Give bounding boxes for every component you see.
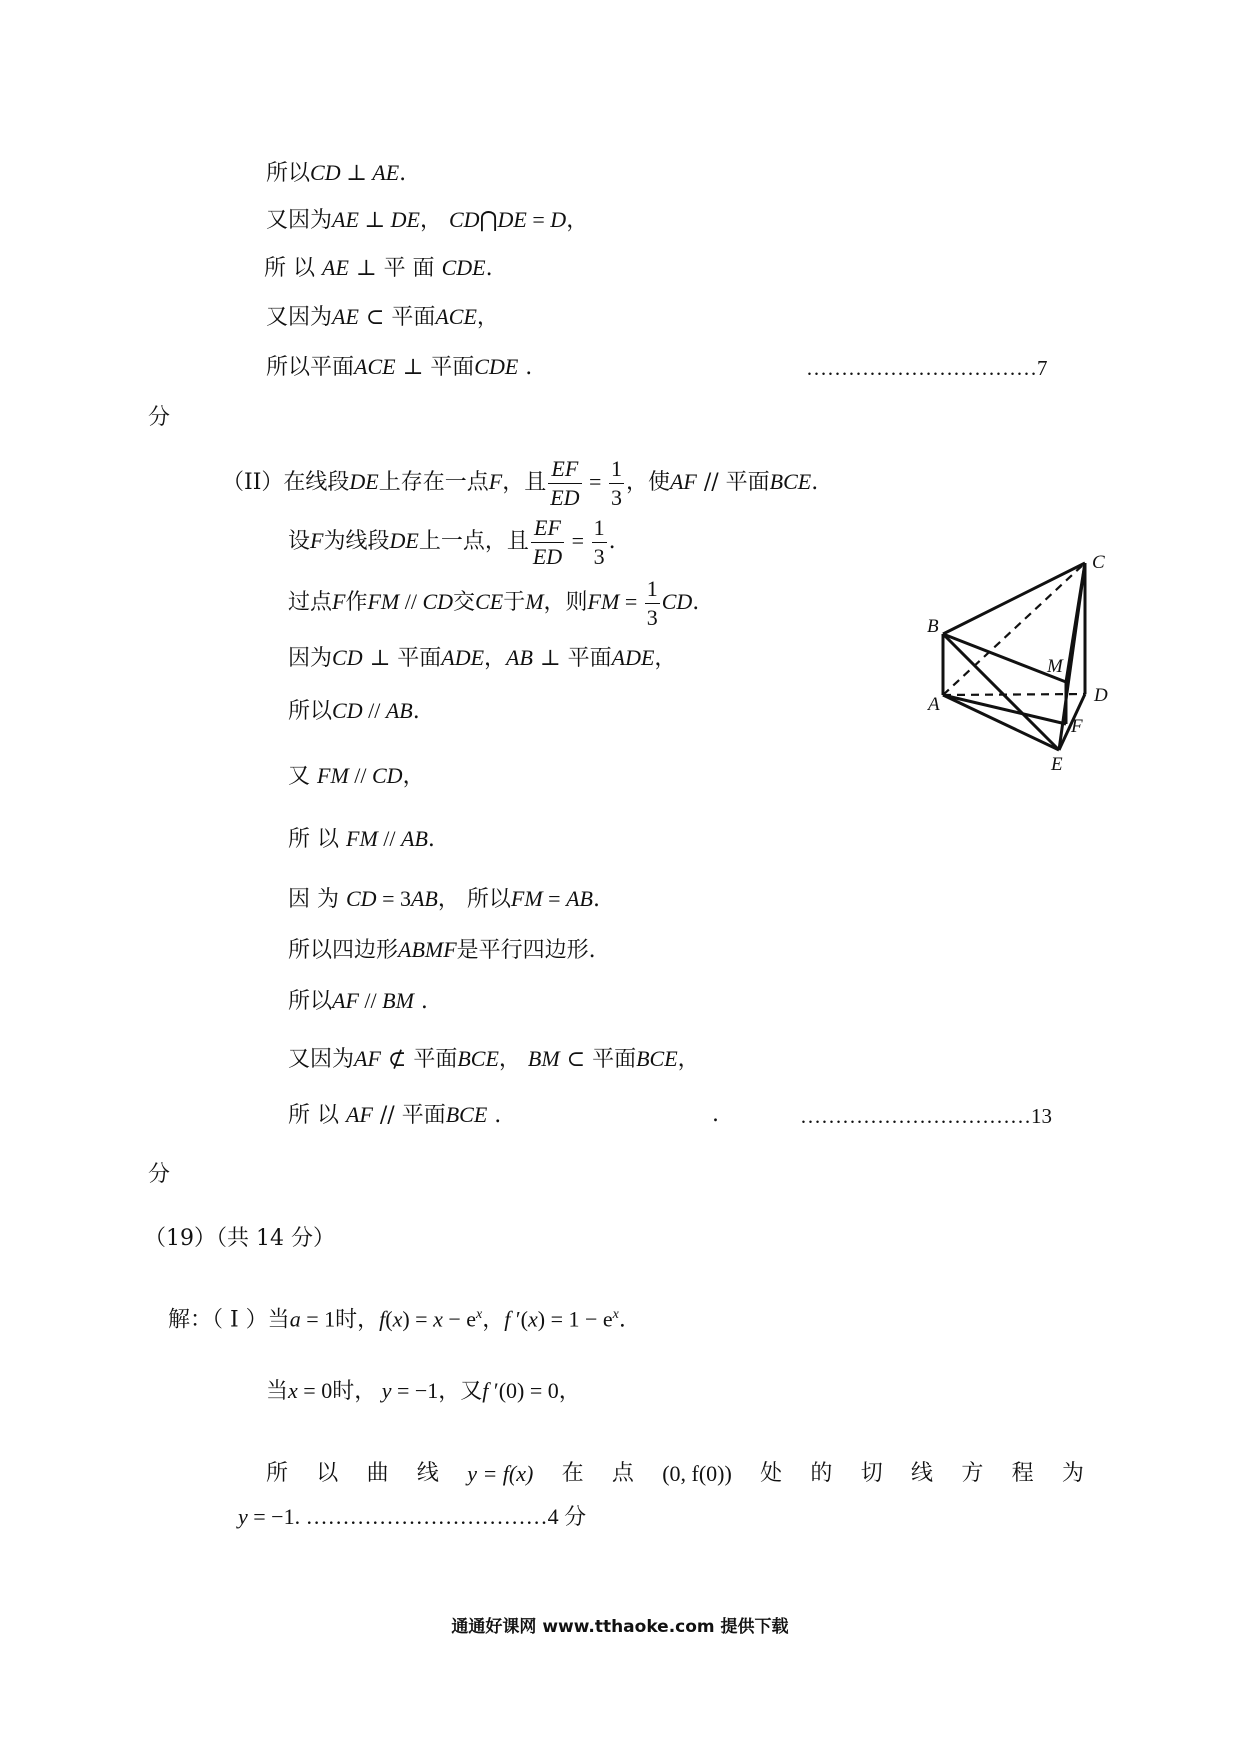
step-draw-fm: 过点F作FM // CD交CE于M，则FM = $\frac{1}{3}$ CD.: [288, 575, 700, 630]
step-parallelogram: 所以四边形ABMF是平行四边形.: [288, 937, 596, 963]
fraction-one-third: $\frac{1}{3}$: [593, 514, 605, 569]
label-m: M: [1047, 656, 1063, 677]
geometry-figure: [920, 548, 1120, 776]
step-fm-parallel-ab: 所 以 FM // AB.: [288, 826, 435, 852]
proof-line-plane-ace-perp-cde: 所以平面ACE ⊥ 平面CDE .: [266, 354, 533, 380]
fraction-one-third: $\frac{1}{3}$: [646, 575, 658, 630]
score-mark-7: ……………………………7: [806, 356, 1048, 380]
q19-title: （19）（共 14 分）: [144, 1226, 335, 1251]
q19-value-at-zero: 当x = 0时， y = −1，又f ′(0) = 0，: [266, 1378, 581, 1404]
step-perp-plane-ade: 因为CD ⊥ 平面ADE，AB ⊥ 平面ADE，: [288, 645, 677, 671]
q19-tangent-sentence: 所 以 曲 线 y = f(x) 在 点 (0, f(0)) 处 的 切 线 方 程 为: [266, 1461, 1084, 1486]
proof-line-cd-perp-ae: 所以CD ⊥ AE.: [266, 160, 407, 186]
step-af-parallel-bm: 所以AF // BM .: [288, 988, 428, 1014]
edge-be: [943, 634, 1059, 750]
step-cd-parallel-ab: 所以CD // AB.: [288, 698, 420, 724]
score-unit-fen: 分: [148, 405, 171, 430]
edge-ae: [943, 695, 1059, 750]
label-f: F: [1071, 716, 1083, 737]
footer-source: 通通好课网 www.tthaoke.com 提供下载: [451, 1617, 789, 1637]
score-mark-13: ……………………………13: [800, 1104, 1052, 1128]
stray-dot: .: [712, 1102, 719, 1127]
step-af-not-in-plane: 又因为AF ⊄ 平面BCE， BM ⊂ 平面BCE，: [288, 1046, 700, 1072]
edge-ac-dashed: [943, 563, 1085, 695]
label-a: A: [928, 694, 940, 715]
score-unit-fen-2: 分: [148, 1162, 171, 1187]
label-c: C: [1092, 552, 1105, 573]
label-b: B: [927, 616, 939, 637]
step-set-f: 设F为线段DE上一点，且 $\frac{EF}{ED}$ = $\frac{1}{3}$ .: [288, 514, 616, 569]
fraction-one-third: $\frac{1}{3}$: [610, 455, 622, 510]
proof-line-ae-perp-de: 又因为AE ⊥ DE， CD⋂DE = D，: [266, 207, 589, 233]
label-d: D: [1094, 685, 1108, 706]
fraction-ef-over-ed: $\frac{EF}{ED}$: [532, 514, 563, 569]
step-fm-parallel-cd: 又 FM // CD，: [288, 763, 425, 789]
fraction-ef-over-ed: $\frac{EF}{ED}$: [550, 455, 580, 510]
proof-line-ae-in-plane-ace: 又因为AE ⊂ 平面ACE，: [266, 304, 499, 330]
step-conclusion-af-parallel-plane: 所 以 AF // 平面BCE .: [288, 1102, 502, 1128]
edge-ad-dashed: [943, 694, 1085, 695]
q19-part1-derivative: 解：（ I ）当a = 1时，$f(x) = x - e^x$，f $'(x) = 1 - e^x$.: [168, 1306, 626, 1333]
part2-heading: （II）在线段DE上存在一点F，且 $\frac{EF}{ED}$ = $\frac{1}{3}$ ，使AF // 平面BCE.: [222, 455, 819, 510]
step-fm-equals-ab: 因 为 CD = 3AB， 所以FM = AB.: [288, 886, 600, 912]
edge-af: [943, 695, 1066, 724]
label-e: E: [1051, 754, 1063, 775]
q19-tangent-result: y = −1. ……………………………4 分: [238, 1504, 587, 1529]
edge-cm: [1066, 563, 1085, 682]
proof-line-ae-perp-plane-cde: 所 以 AE ⊥ 平 面 CDE.: [264, 255, 493, 281]
edge-bc: [943, 563, 1085, 634]
